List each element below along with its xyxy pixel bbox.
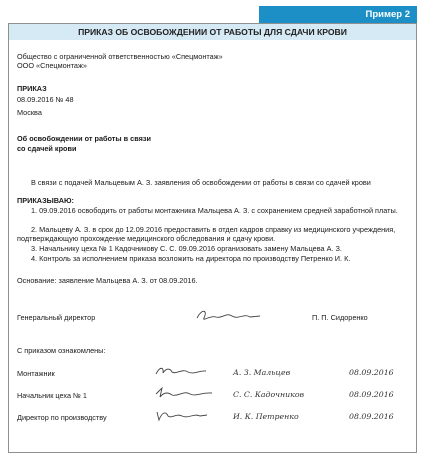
order-item-3: 3. Начальнику цеха № 1 Кадочникову С. С. 09.09.2016 организовать замену Мальцева А. З.: [31, 244, 342, 253]
order-item-2: 2. Мальцеву А. З. в срок до 12.09.2016 предоставить в отдел кадров справку из медицинского учреждения, подтверждающую прохождение медицинского обследования и сдачу крови.: [17, 225, 396, 244]
document-frame: [8, 23, 417, 453]
acq-name-3: И. К. Петренко: [233, 412, 299, 421]
acq-signature-2: [154, 384, 214, 402]
acquainted-title: С приказом ознакомлены:: [17, 346, 106, 355]
acq-date-3: 08.09.2016: [349, 412, 394, 421]
org-short-name: ООО «Спецмонтаж»: [17, 61, 87, 70]
order-city: Москва: [17, 108, 42, 117]
example-tag: Пример 2: [259, 6, 417, 23]
order-date-number: 08.09.2016 № 48: [17, 95, 74, 104]
subject-line-1: Об освобождении от работы в связи: [17, 134, 151, 143]
acq-name-1: А. З. Мальцев: [233, 368, 291, 377]
director-position: Генеральный директор: [17, 313, 96, 322]
acq-date-2: 08.09.2016: [349, 390, 394, 399]
order-title: ПРИКАЗ: [17, 84, 47, 93]
director-signature: [194, 306, 264, 326]
order-item-1: 1. 09.09.2016 освободить от работы монтажника Мальцева А. З. с сохранением средней заработной платы.: [31, 206, 398, 215]
acq-position-3: Директор по производству: [17, 413, 107, 422]
command-heading: ПРИКАЗЫВАЮ:: [17, 196, 74, 205]
acq-signature-1: [154, 362, 209, 380]
intro-text: В связи с подачей Мальцевым А. З. заявления об освобождении от работы в связи со сдачей крови: [31, 178, 371, 187]
acq-name-2: С. С. Кадочников: [233, 390, 305, 399]
subject-line-2: со сдачей крови: [17, 144, 77, 153]
order-item-4: 4. Контроль за исполнением приказа возложить на директора по производству Петренко И. К.: [31, 254, 351, 263]
acq-position-2: Начальник цеха № 1: [17, 391, 87, 400]
org-full-name: Общество с ограниченной ответственностью «Спецмонтаж»: [17, 52, 223, 61]
acq-position-1: Монтажник: [17, 369, 55, 378]
director-name: П. П. Сидоренко: [312, 313, 368, 322]
document-header: ПРИКАЗ ОБ ОСВОБОЖДЕНИИ ОТ РАБОТЫ ДЛЯ СДАЧИ КРОВИ: [9, 24, 416, 40]
acq-date-1: 08.09.2016: [349, 368, 394, 377]
basis-text: Основание: заявление Мальцева А. З. от 08.09.2016.: [17, 276, 198, 285]
acq-signature-3: [154, 406, 209, 424]
